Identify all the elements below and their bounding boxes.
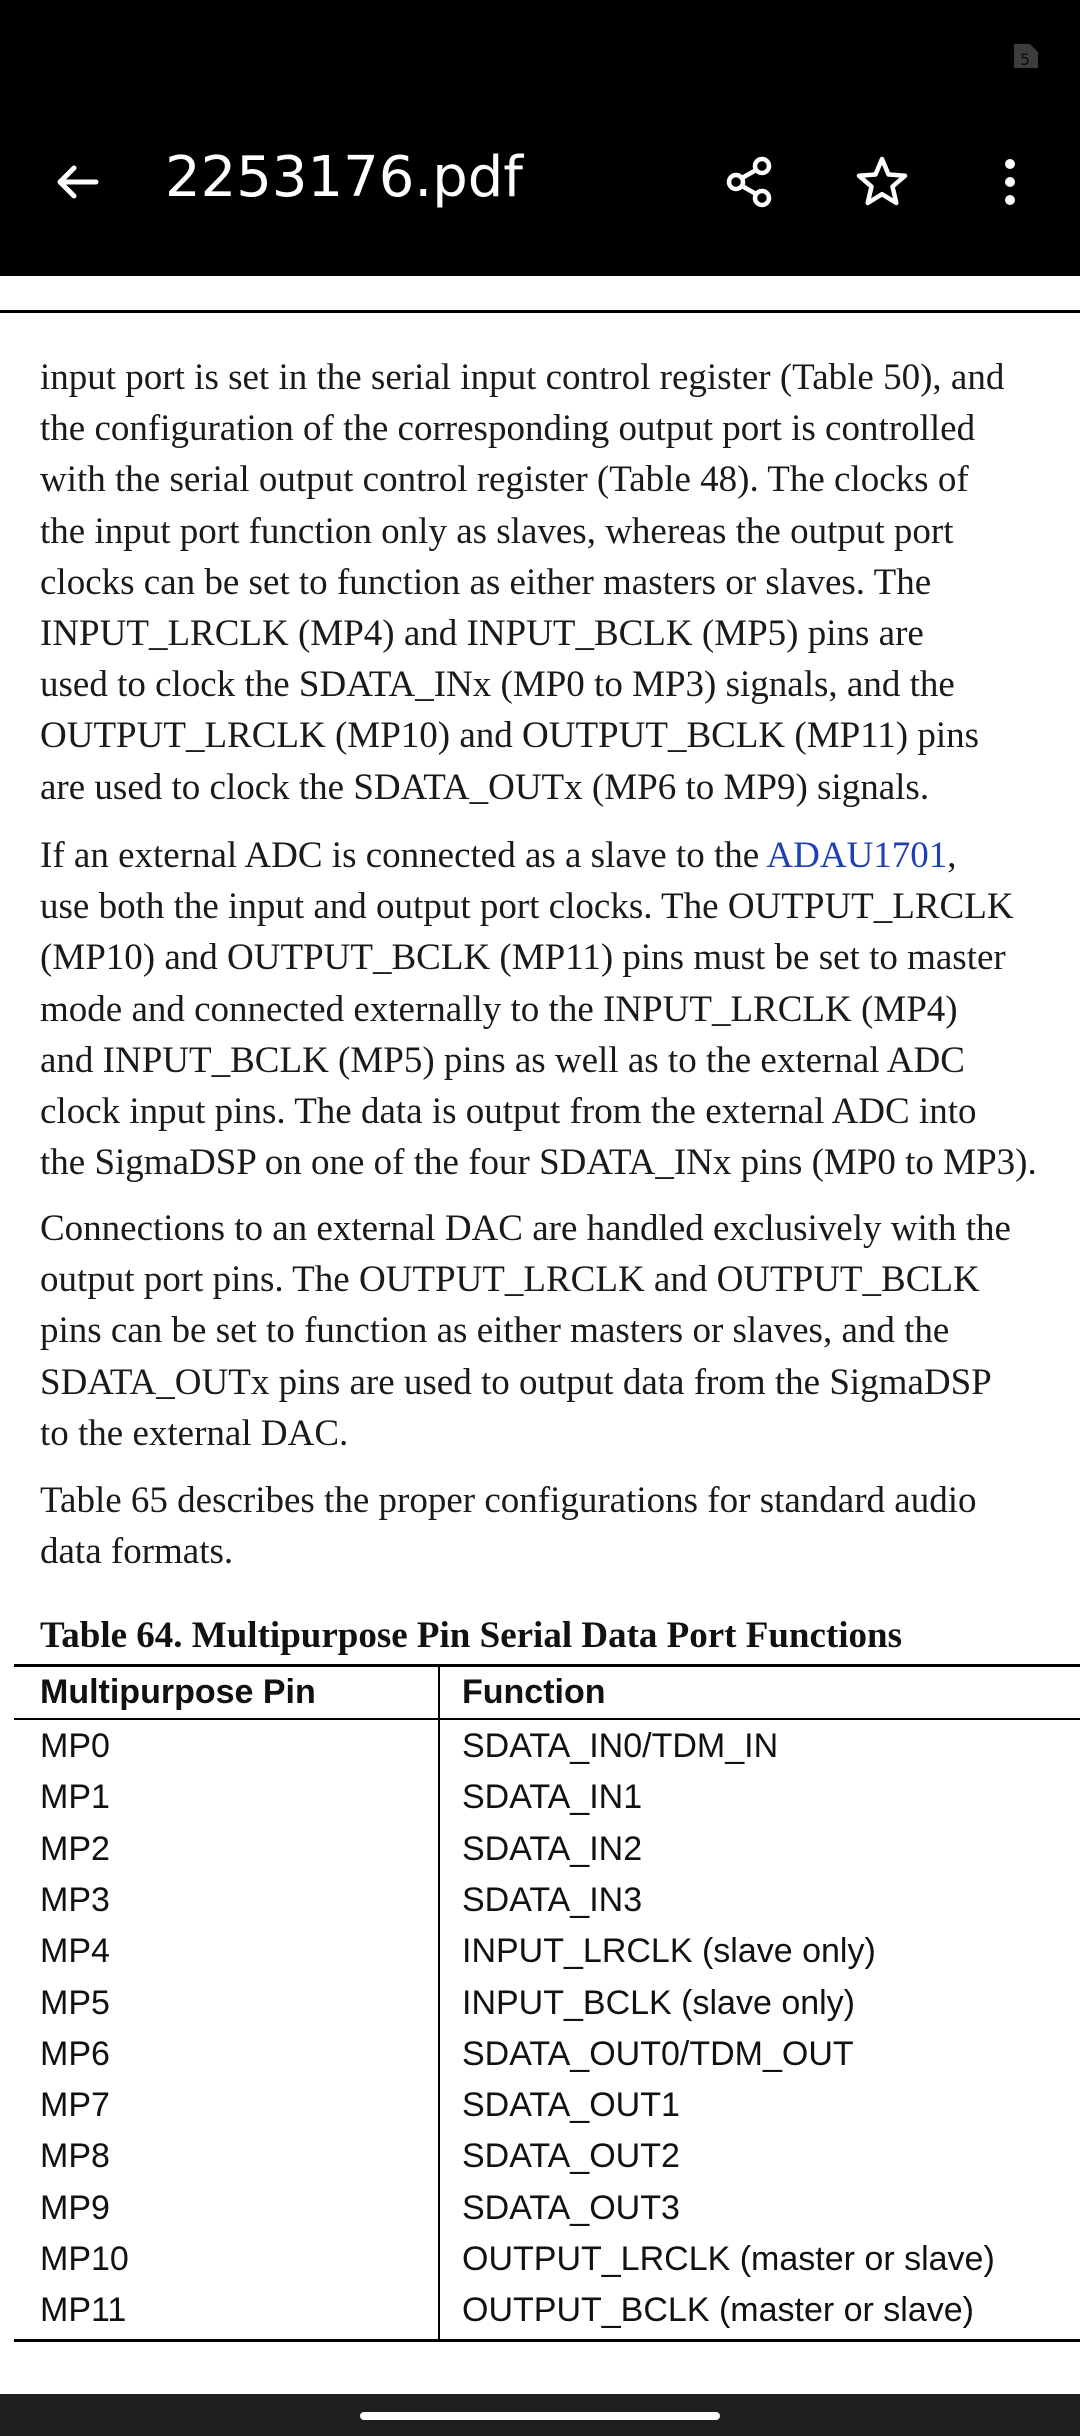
table-row <box>14 1772 1080 1823</box>
table-cell-function: OUTPUT_BCLK (master or slave) <box>462 2291 974 2330</box>
text-line: pins can be set to function as either masters or slaves, and the <box>40 1310 950 1352</box>
text-line: used to clock the SDATA_INx (MP0 to MP3) signals, and the <box>40 664 955 706</box>
table-cell-function: OUTPUT_LRCLK (master or slave) <box>462 2240 995 2278</box>
table-bottom-rule <box>14 2339 1080 2342</box>
text-line: the configuration of the corresponding output port is controlled <box>40 408 976 450</box>
paragraph-table-reference <box>40 1475 1070 1577</box>
text-line: OUTPUT_LRCLK (MP10) and OUTPUT_BCLK (MP11) pins <box>40 715 980 757</box>
table-cell-pin: MP7 <box>40 2086 110 2125</box>
table-row <box>14 1926 1080 1977</box>
table-row <box>14 1721 1080 1772</box>
table-cell-pin: MP11 <box>40 2291 127 2330</box>
svg-text:5: 5 <box>1020 50 1031 69</box>
table-row <box>14 2234 1080 2285</box>
text-line: the input port function only as slaves, whereas the output port <box>40 510 954 552</box>
table-row <box>14 2029 1080 2080</box>
text-line: data formats. <box>40 1531 234 1573</box>
paragraph-external-dac <box>40 1203 1070 1459</box>
paragraph-external-adc <box>40 830 1070 1188</box>
text-line: Connections to an external DAC are handled exclusively with the <box>40 1208 1011 1249</box>
text-line <box>40 830 1070 881</box>
table-cell-pin: MP6 <box>40 2034 110 2073</box>
text-line: SDATA_OUTx pins are used to output data from the SigmaDSP <box>40 1361 992 1403</box>
table-cell-pin: MP0 <box>40 1727 110 1765</box>
table-cell-function: SDATA_IN3 <box>462 1880 643 1919</box>
system-nav-bar <box>0 2394 1080 2436</box>
table-cell-pin: MP1 <box>40 1778 110 1817</box>
table-cell-pin: MP3 <box>40 1880 110 1919</box>
text-line: and INPUT_BCLK (MP5) pins as well as to the external ADC <box>40 1039 965 1081</box>
text-line: Table 65 describes the proper configurations for standard audio <box>40 1480 977 1521</box>
table-cell-function: SDATA_OUT0/TDM_OUT <box>462 2034 854 2073</box>
table-row <box>14 1875 1080 1926</box>
table-row <box>14 2285 1080 2336</box>
table-cell-function: INPUT_LRCLK (slave only) <box>462 1932 876 1971</box>
arrow-back-icon <box>50 156 102 213</box>
table-row <box>14 2131 1080 2182</box>
table-cell-function: SDATA_OUT3 <box>462 2188 680 2227</box>
table-cell-function: SDATA_OUT2 <box>462 2137 680 2176</box>
table-row <box>14 2183 1080 2234</box>
table-row <box>14 2080 1080 2131</box>
table-cell-function: INPUT_BCLK (slave only) <box>462 1983 856 2022</box>
back-button[interactable] <box>40 148 112 220</box>
table-header-rule <box>14 1718 1080 1720</box>
document-title: 2253176.pdf <box>165 145 524 210</box>
table-cell-pin: MP4 <box>40 1932 110 1971</box>
favorite-button[interactable] <box>846 148 918 220</box>
text-fragment: If an external ADC is connected as a slave to the <box>40 835 767 876</box>
table-caption: Table 64. Multipurpose Pin Serial Data Port Functions <box>40 1615 903 1656</box>
table-cell-pin: MP2 <box>40 1829 110 1868</box>
text-line: clocks can be set to function as either masters or slaves. The <box>40 561 932 603</box>
more-options-button[interactable] <box>974 148 1046 220</box>
text-line: INPUT_LRCLK (MP4) and INPUT_BCLK (MP5) pins are <box>40 613 924 655</box>
table-cell-function: SDATA_IN2 <box>462 1829 643 1868</box>
text-line: the SigmaDSP on one of the four SDATA_INx pins (MP0 to MP3). <box>40 1142 1037 1184</box>
text-line: input port is set in the serial input control register (Table 50), and <box>40 357 1005 398</box>
text-line: output port pins. The OUTPUT_LRCLK and OUTPUT_BCLK <box>40 1259 980 1301</box>
table-header-function: Function <box>462 1673 606 1711</box>
table-cell-function: SDATA_IN1 <box>462 1778 643 1817</box>
table-cell-pin: MP9 <box>40 2188 110 2227</box>
home-gesture-handle[interactable] <box>360 2412 720 2420</box>
share-button[interactable] <box>714 148 786 220</box>
table-cell-pin: MP8 <box>40 2137 110 2176</box>
table-row <box>14 1978 1080 2029</box>
table-cell-function: SDATA_IN0/TDM_IN <box>462 1727 779 1765</box>
table-cell-pin: MP10 <box>40 2240 129 2278</box>
text-line: clock input pins. The data is output from the external ADC into <box>40 1091 977 1133</box>
table-row <box>14 1824 1080 1875</box>
table-header-pin: Multipurpose Pin <box>40 1673 316 1711</box>
text-line: to the external DAC. <box>40 1412 349 1454</box>
text-line: with the serial output control register (Table 48). The clocks of <box>40 459 969 501</box>
star-outline-icon <box>854 154 910 215</box>
table-cell-pin: MP5 <box>40 1983 110 2022</box>
text-line: mode and connected externally to the INPUT_LRCLK (MP4) <box>40 988 958 1030</box>
text-line: (MP10) and OUTPUT_BCLK (MP11) pins must be set to master <box>40 937 1006 979</box>
text-line: use both the input and output port clocks. The OUTPUT_LRCLK <box>40 886 1014 928</box>
paragraph-serial-ports <box>40 352 1070 813</box>
adau1701-link[interactable]: ADAU1701 <box>766 835 948 876</box>
table-cell-function: SDATA_OUT1 <box>462 2086 680 2125</box>
app-bar <box>0 0 1080 276</box>
text-line: are used to clock the SDATA_OUTx (MP6 to MP9) signals. <box>40 766 930 808</box>
page-top-border <box>0 310 1080 313</box>
share-icon <box>722 154 778 215</box>
status-icon <box>1008 38 1044 74</box>
text-fragment: , <box>947 835 957 876</box>
more-vert-icon <box>1000 154 1020 215</box>
